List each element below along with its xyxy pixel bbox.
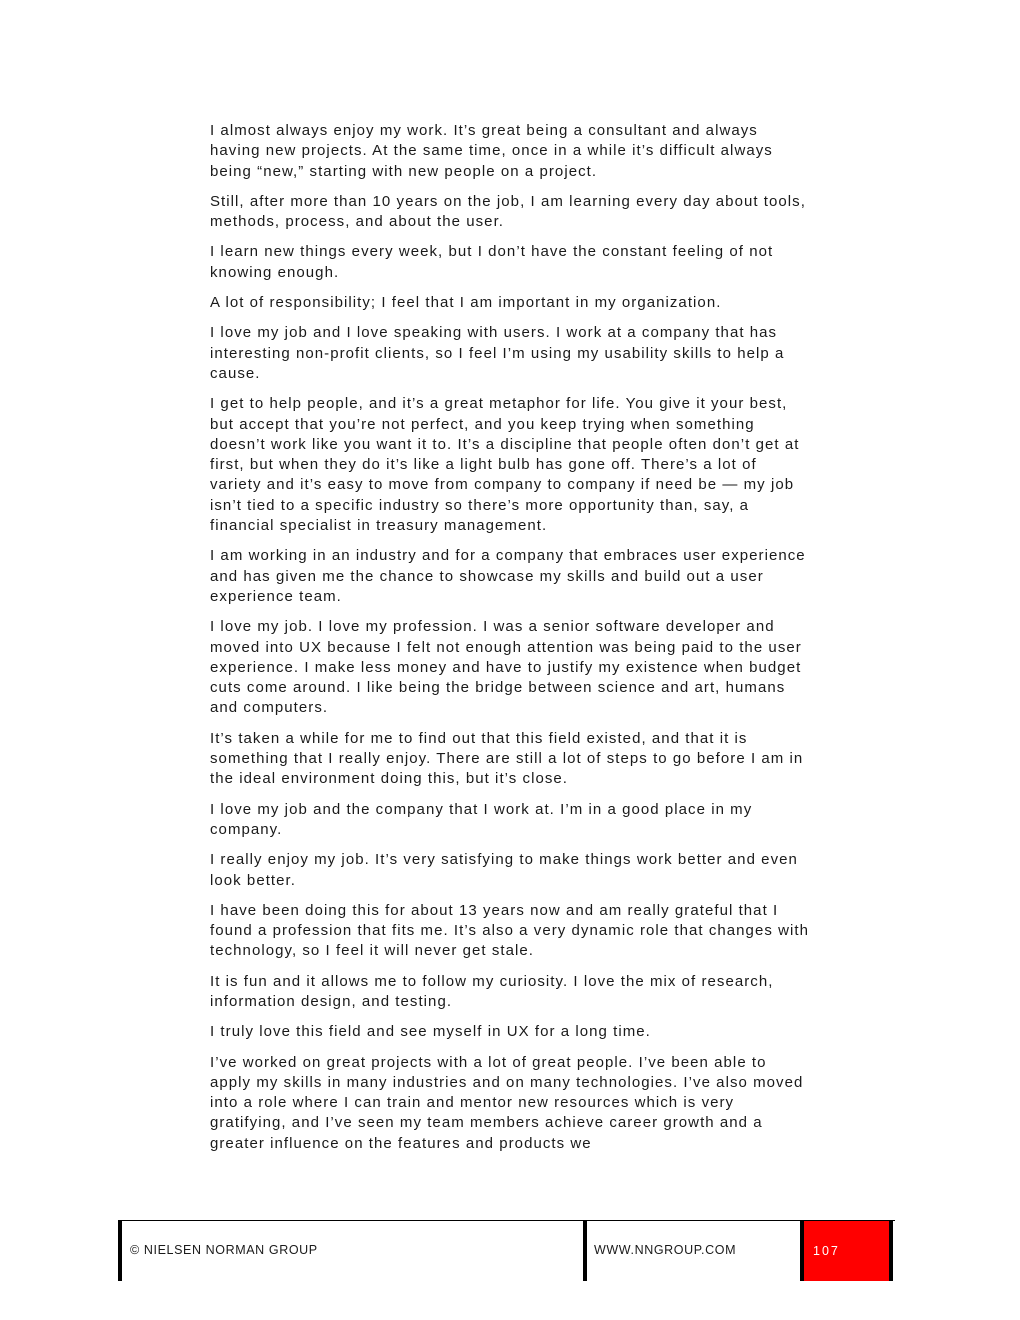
footer-website-link[interactable]: WWW.NNGROUP.COM (594, 1243, 737, 1257)
footer-right-divider (800, 1221, 804, 1281)
quote-paragraph: I’ve worked on great projects with a lot of great people. I’ve been able to apply my skills in many industries and on many technologies. I’ve also moved into a role where I can train and mentor new resources which is very gratifying, and I’ve seen my team members achieve career growth and a greater influence on the features and products we (210, 1053, 804, 1152)
quote-paragraph: I love my job and the company that I work at. I’m in a good place in my company. (210, 800, 753, 838)
quote-paragraph: I am working in an industry and for a company that embraces user experience and has given me the chance to showcase my skills and build out a user experience team. (210, 547, 806, 605)
quote-paragraph: A lot of responsibility; I feel that I am important in my organization. (210, 294, 722, 312)
quote-paragraph: I truly love this field and see myself in UX for a long time. (210, 1023, 651, 1041)
body-text (210, 121, 812, 1164)
quote-paragraph: I learn new things every week, but I don’t have the constant feeling of not knowing enough. (210, 243, 774, 281)
quote-paragraph: I almost always enjoy my work. It’s great being a consultant and always having new projects. At the same time, once in a while it’s difficult always being “new,” starting with new people on a project. (210, 122, 773, 180)
quote-paragraph: I really enjoy my job. It’s very satisfying to make things work better and even look better. (210, 851, 798, 889)
footer-left-divider (118, 1221, 122, 1281)
page-number: 107 (813, 1244, 840, 1258)
quote-paragraph: Still, after more than 10 years on the job, I am learning every day about tools, methods, process, and about the user. (210, 192, 806, 231)
page-footer (118, 1220, 895, 1281)
quote-paragraph: I love my job and I love speaking with users. I work at a company that has interesting non-profit clients, so I feel I’m using my usability skills to help a cause. (210, 324, 785, 382)
footer-end-divider (889, 1221, 893, 1281)
quote-paragraph: I love my job. I love my profession. I was a senior software developer and moved into UX because I felt not enough attention was being paid to the user experience. I make less money and have to justify my existence when budget cuts come around. I like being the bridge between science and art, humans and computers. (210, 618, 802, 717)
quote-paragraph: I have been doing this for about 13 years now and am really grateful that I found a profession that fits me. It’s also a very dynamic role that changes with technology, so I feel it will never get stale. (210, 901, 809, 960)
quote-paragraph: It’s taken a while for me to find out that this field existed, and that it is something that I really enjoy. There are still a lot of steps to go before I am in the ideal environment doing this, but it’s close. (210, 729, 804, 788)
footer-copyright: © NIELSEN NORMAN GROUP (130, 1243, 318, 1257)
quote-paragraph: I get to help people, and it’s a great metaphor for life. You give it your best, but accept that you’re not perfect, and you keep trying when something doesn’t work like you want it to. It’s a discipline that people often don’t get at first, but when they do it’s like a light bulb has gone off. There’s a lot of variety and it’s easy to move from company to company if need be — my job isn’t tied to a specific industry so there’s more opportunity than, say, a financial specialist in treasury management. (210, 395, 800, 535)
footer-middle-divider (583, 1221, 587, 1281)
quote-paragraph: It is fun and it allows me to follow my curiosity. I love the mix of research, information design, and testing. (210, 972, 774, 1010)
